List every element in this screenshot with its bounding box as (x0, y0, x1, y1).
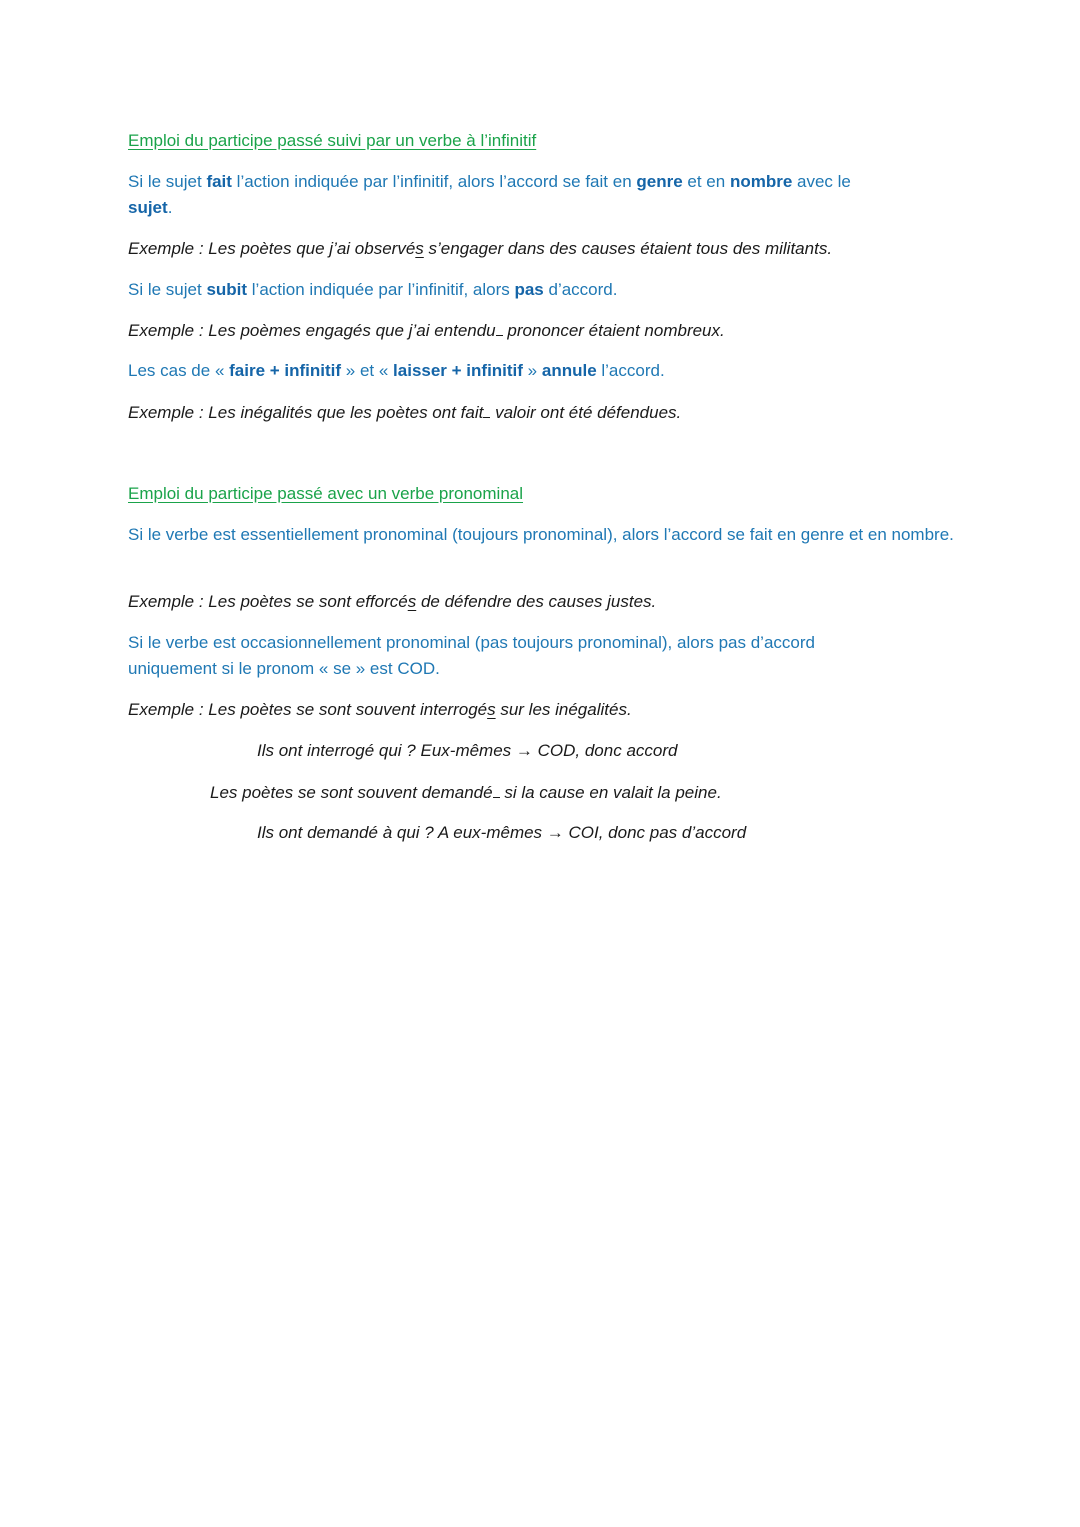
example-text: Exemple : Les poètes se sont efforcé (128, 592, 408, 611)
example-text: Ils ont interrogé qui ? Eux-mêmes (257, 741, 516, 760)
no-agreement-mark (496, 317, 503, 336)
rule-keyword: nombre (729, 172, 793, 191)
rule-text: l’action indiquée par l’infinitif, alors (247, 280, 515, 299)
example-fait-valoir (128, 399, 681, 426)
rule-text: Si le sujet (128, 280, 207, 299)
rule-sujet-subit (128, 277, 617, 303)
example-text: sur les inégalités. (495, 700, 632, 719)
no-agreement-mark (493, 779, 500, 798)
example-demande-explanation (257, 820, 746, 846)
example-interroges-explanation (257, 738, 677, 764)
section-heading-pronominal: Emploi du participe passé avec un verbe pronominal (128, 484, 524, 503)
rule-keyword: sujet (128, 198, 168, 217)
agreement-mark: s (487, 700, 496, 719)
rule-text: l’action indiquée par l’infinitif, alors l’accord se fait en (231, 172, 637, 191)
rule-keyword: fait (206, 172, 232, 191)
rule-text: avec le (792, 172, 851, 191)
example-text: prononcer étaient nombreux. (502, 321, 725, 340)
rule-text: et en (682, 172, 730, 191)
example-efforces (128, 589, 656, 615)
rule-text: » (522, 361, 542, 380)
rule-keyword: laisser + infinitif (393, 361, 523, 380)
arrow-right-icon: → (546, 823, 564, 842)
example-text: Exemple : Les poètes se sont souvent interrogé (128, 700, 488, 719)
rule-essentiellement-pronominal: Si le verbe est essentiellement pronominal (toujours pronominal), alors l’accord se fait en genre et en nombre. (128, 525, 954, 544)
rule-text: Les cas de « (128, 361, 230, 380)
example-text: COD, donc accord (532, 741, 678, 760)
example-text: Ils ont demandé à qui ? A eux-mêmes (257, 823, 547, 842)
rule-text: l’accord. (596, 361, 665, 380)
example-text: de défendre des causes justes. (416, 592, 657, 611)
rule-keyword: genre (636, 172, 683, 191)
example-interroges (128, 697, 632, 723)
example-text: valoir ont été défendues. (490, 403, 682, 422)
section-heading-infinitif: Emploi du participe passé suivi par un verbe à l’infinitif (128, 131, 537, 150)
rule-keyword: pas (514, 280, 544, 299)
example-observes (128, 236, 832, 262)
agreement-mark: s (407, 592, 417, 611)
example-text: Exemple : Les inégalités que les poètes ont fait (128, 403, 484, 422)
example-text: si la cause en valait la peine. (499, 783, 722, 802)
rule-text: » et « (341, 361, 394, 380)
example-text: s’engager dans des causes étaient tous des militants. (423, 239, 833, 258)
rule-text: Si le sujet (128, 172, 207, 191)
example-text: Exemple : Les poètes que j’ai observé (128, 239, 416, 258)
rule-faire-laisser (128, 358, 665, 384)
agreement-mark: s (415, 239, 424, 258)
rule-keyword: annule (541, 361, 597, 380)
example-text: Exemple : Les poèmes engagés que j’ai entendu (128, 321, 496, 340)
rule-text: . (167, 198, 173, 217)
example-entendu (128, 317, 725, 344)
example-text: COI, donc pas d’accord (563, 823, 747, 842)
rule-text: d’accord. (543, 280, 618, 299)
rule-keyword: subit (206, 280, 248, 299)
rule-keyword: faire + infinitif (229, 361, 342, 380)
rule-occasionnellement-pronominal: Si le verbe est occasionnellement pronominal (pas toujours pronominal), alors pas d’accord uniquement si le pronom « se » est COD. (128, 633, 815, 678)
arrow-right-icon: → (515, 741, 533, 760)
example-text: Les poètes se sont souvent demandé (210, 783, 493, 802)
example-demande (210, 779, 722, 806)
rule-sujet-fait (128, 169, 958, 221)
